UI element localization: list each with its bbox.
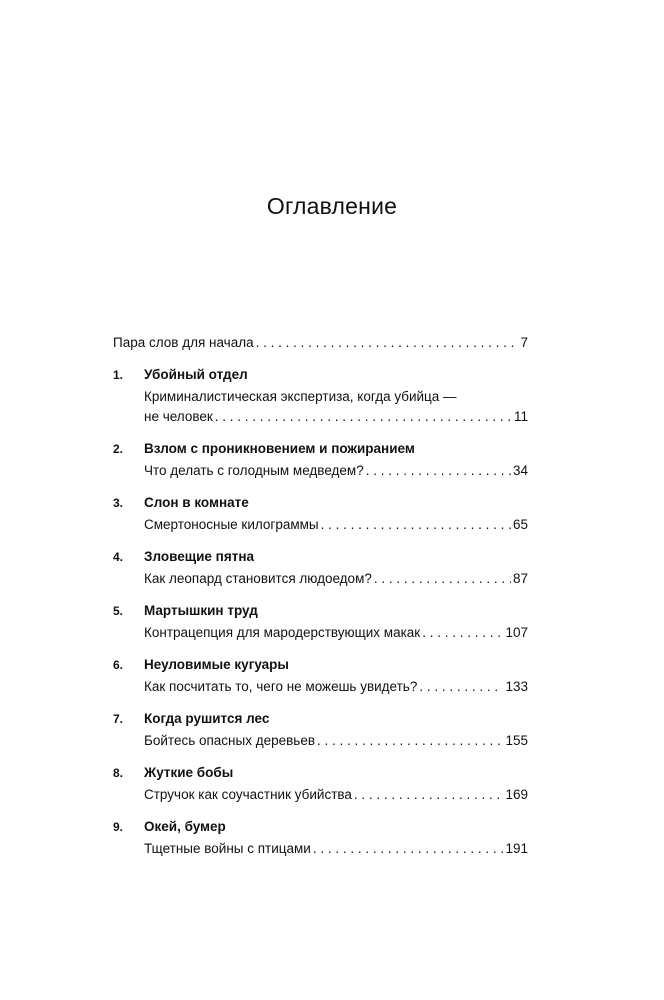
- toc-chapter-2[interactable]: [113, 439, 528, 481]
- page-number: 169: [505, 787, 528, 802]
- chapter-subtitle-row: [144, 623, 528, 643]
- dot-leader: [215, 407, 512, 427]
- page-number: 34: [512, 463, 528, 478]
- chapter-subtitle-row: [144, 785, 528, 805]
- chapter-title: Когда рушится лес: [144, 711, 270, 726]
- chapter-subtitle: Тщетные войны с птицами: [144, 841, 311, 856]
- toc-entry-intro[interactable]: [113, 333, 528, 353]
- chapter-title: Жуткие бобы: [144, 765, 234, 780]
- chapter-subtitle: Смертоносные килограммы: [144, 517, 319, 532]
- chapter-title: Окей, бумер: [144, 819, 226, 834]
- chapter-subtitle-row: [144, 407, 528, 427]
- toc-chapter-5[interactable]: [113, 601, 528, 643]
- chapter-subtitle: Как посчитать то, чего не можешь увидеть?: [144, 679, 418, 694]
- chapter-title: Неуловимые кугуары: [144, 657, 289, 672]
- chapter-number: 3.: [113, 496, 124, 510]
- toc-chapter-1[interactable]: [113, 365, 528, 427]
- dot-leader: [374, 569, 511, 589]
- chapter-subtitle: не человек: [144, 409, 213, 424]
- chapter-subtitle: Как леопард становится людоедом?: [144, 571, 372, 586]
- page-title: Оглавление: [266, 193, 398, 219]
- toc-chapter-8[interactable]: [113, 763, 528, 805]
- page-number: 65: [512, 517, 528, 532]
- toc-chapter-4[interactable]: [113, 547, 528, 589]
- chapter-number: 9.: [113, 820, 124, 834]
- chapter-subtitle-row: [144, 731, 528, 751]
- chapter-number: 4.: [113, 550, 124, 564]
- chapter-title: Взлом с проникновением и пожиранием: [144, 441, 415, 456]
- dot-leader: [422, 623, 503, 643]
- page-number: 11: [513, 409, 528, 424]
- chapter-subtitle: Что делать с голодным медведем?: [144, 463, 364, 478]
- chapter-title: Убойный отдел: [144, 367, 248, 382]
- chapter-title: Мартышкин труд: [144, 603, 258, 618]
- dot-leader: [256, 333, 519, 353]
- chapter-subtitle-row: [144, 515, 528, 535]
- chapter-number: 2.: [113, 442, 124, 456]
- chapter-subtitle-row: [144, 677, 528, 697]
- dot-leader: [419, 677, 503, 697]
- dot-leader: [313, 839, 504, 859]
- page-number: 191: [505, 841, 528, 856]
- page-number: 107: [505, 625, 528, 640]
- chapter-title: Слон в комнате: [144, 495, 249, 510]
- page-number: 155: [505, 733, 528, 748]
- chapter-number: 6.: [113, 658, 124, 672]
- toc-chapter-7[interactable]: [113, 709, 528, 751]
- chapter-subtitle-row: [144, 461, 528, 481]
- toc-chapter-9[interactable]: [113, 817, 528, 859]
- chapter-number: 8.: [113, 766, 124, 780]
- chapter-title: Зловещие пятна: [144, 549, 254, 564]
- page-number: 7: [520, 335, 528, 350]
- dot-leader: [321, 515, 511, 535]
- chapter-number: 1.: [113, 368, 124, 382]
- chapter-number: 7.: [113, 712, 124, 726]
- chapter-subtitle: Бойтесь опасных деревьев: [144, 733, 316, 748]
- chapter-subtitle: Контрацепция для мародерствующих макак: [144, 625, 421, 640]
- page-number: 133: [505, 679, 528, 694]
- chapter-subtitle-line: Криминалистическая экспертиза, когда убийца —: [144, 389, 457, 404]
- toc-chapter-6[interactable]: [113, 655, 528, 697]
- dot-leader: [366, 461, 511, 481]
- page-number: 87: [512, 571, 528, 586]
- chapter-number: 5.: [113, 604, 124, 618]
- dot-leader: [317, 731, 503, 751]
- chapter-subtitle: Стручок как соучастник убийства: [144, 787, 352, 802]
- chapter-subtitle-row: [144, 569, 528, 589]
- chapter-subtitle-row: [144, 839, 528, 859]
- dot-leader: [354, 785, 504, 805]
- table-of-contents: [113, 333, 528, 871]
- entry-title: Пара слов для начала: [113, 335, 254, 350]
- toc-chapter-3[interactable]: [113, 493, 528, 535]
